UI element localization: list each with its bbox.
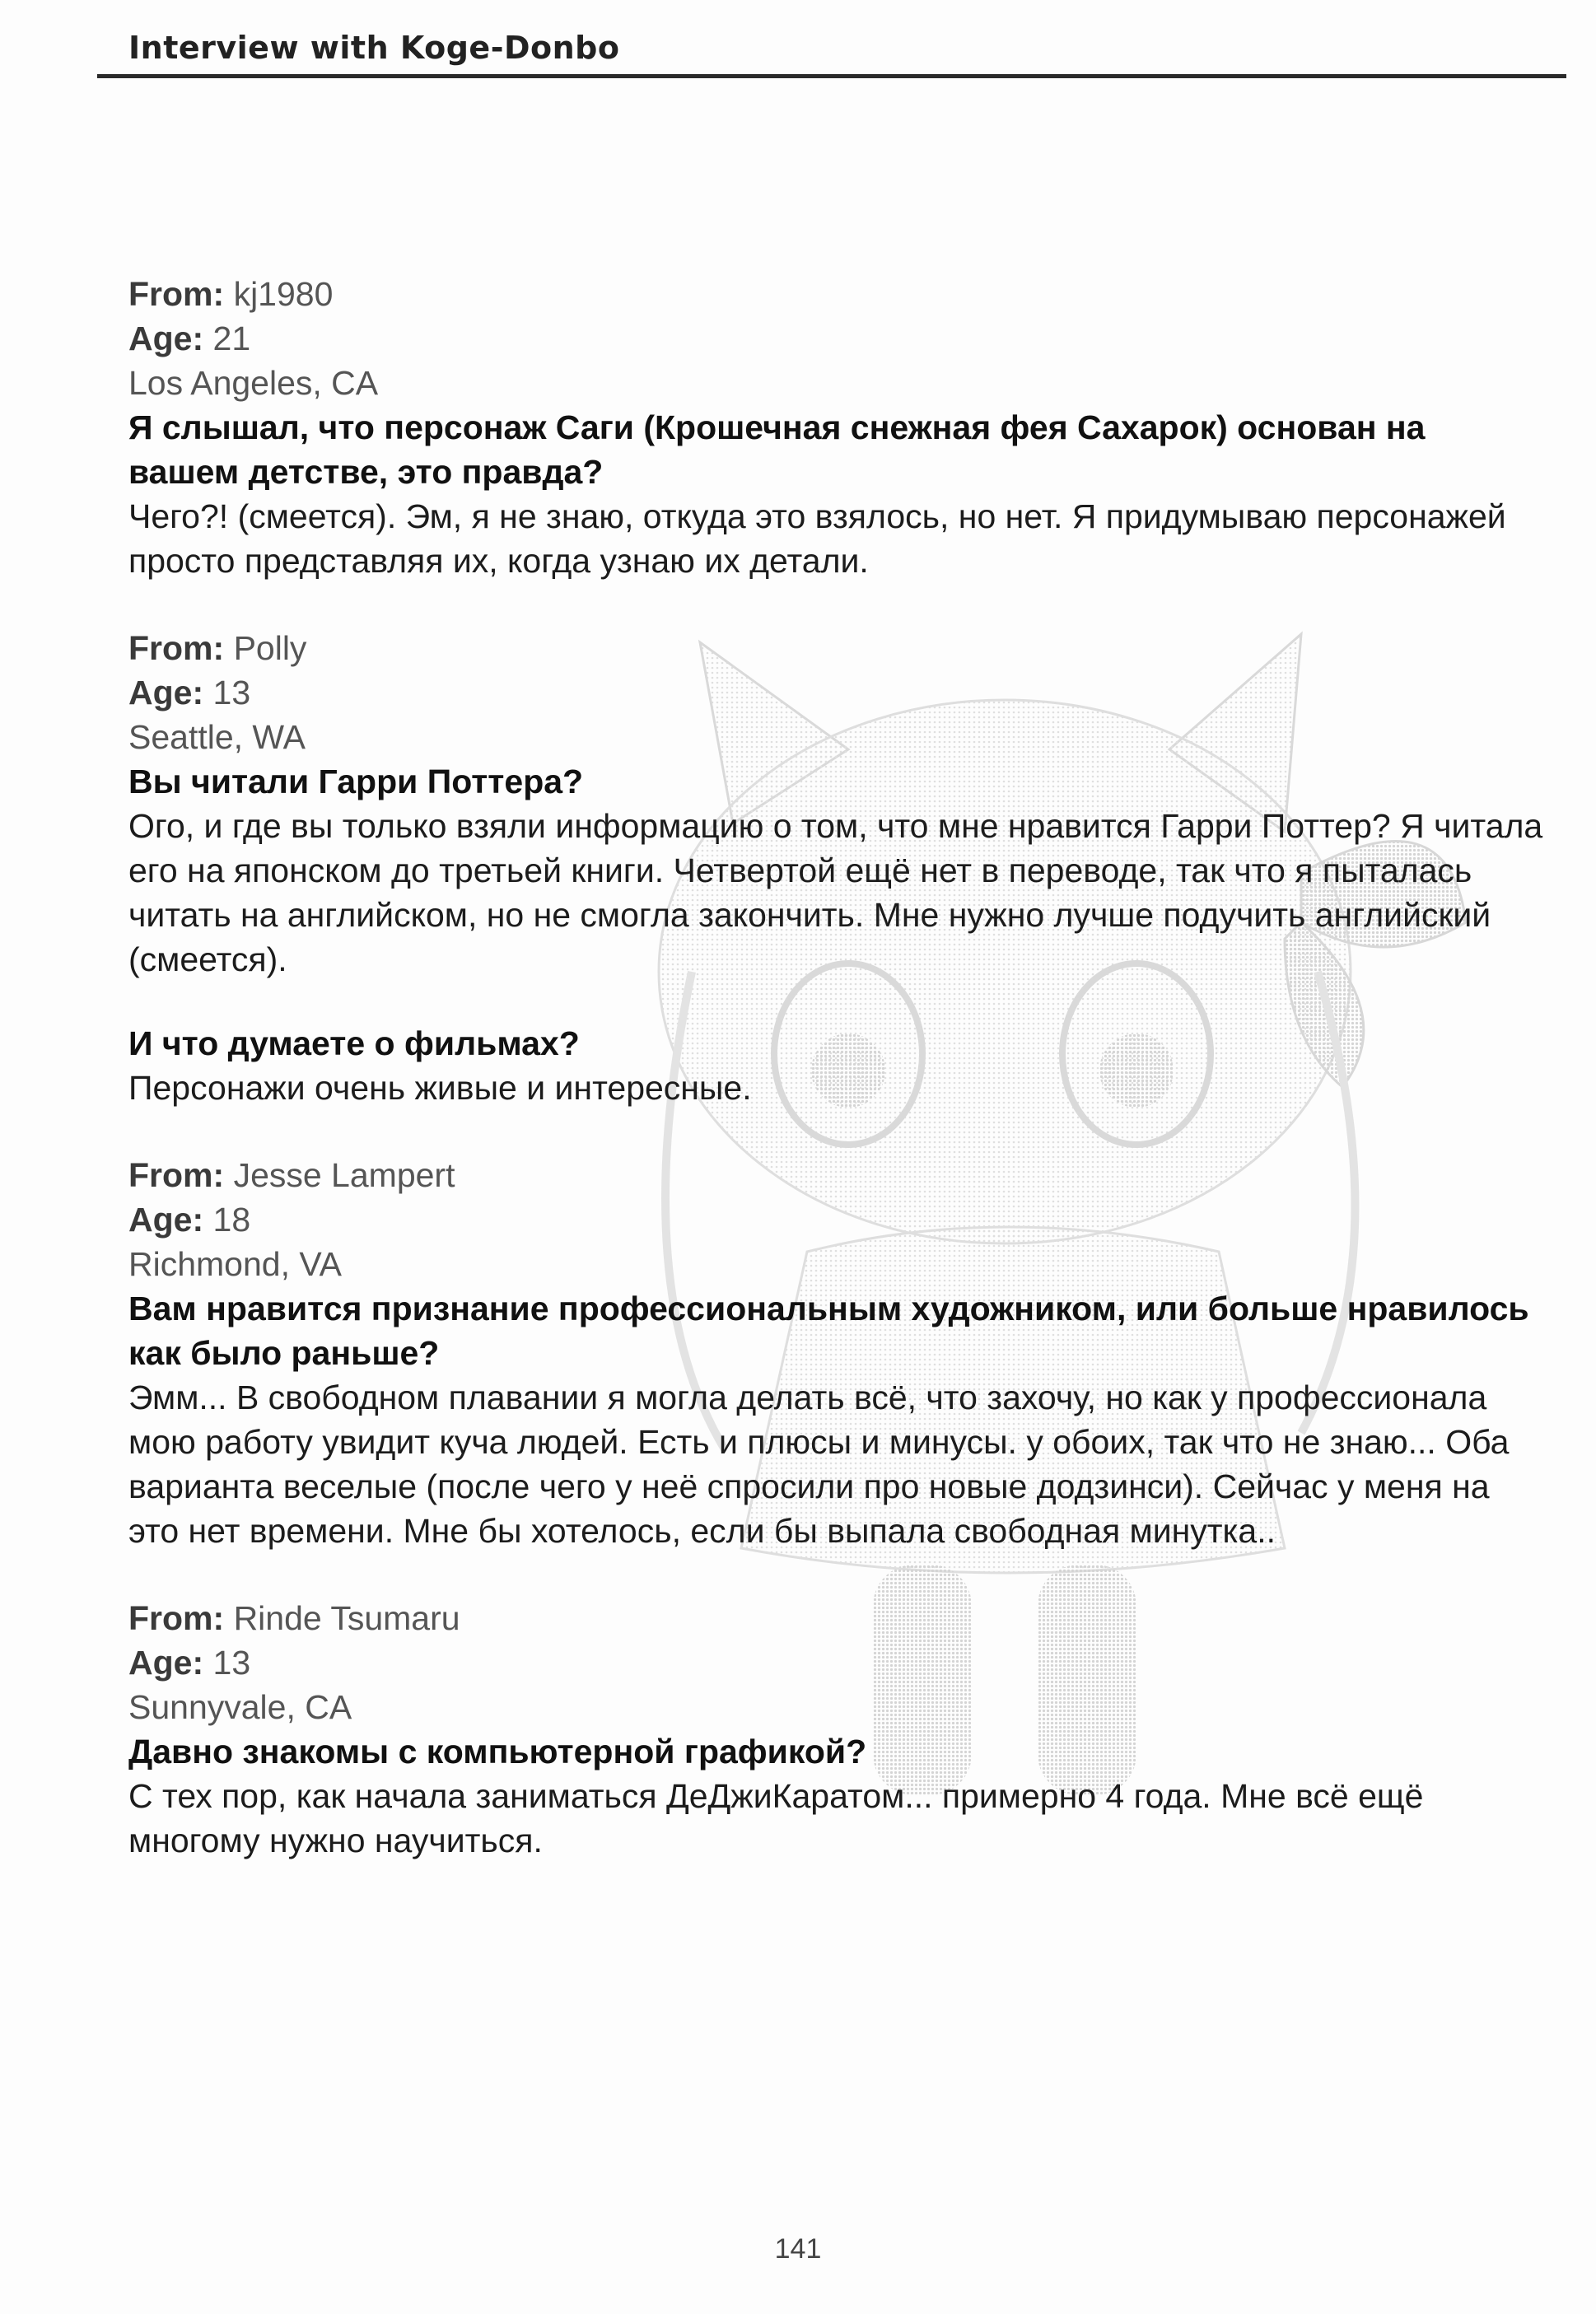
question: Вам нравится признание профессиональным художником, или больше нравилось как было раньше? <box>128 1290 1529 1372</box>
header-title: Interview with Koge-Donbo <box>128 30 620 66</box>
follow-up-answer: Персонажи очень живые и интересные. <box>128 1069 752 1107</box>
follow-up-question: И что думаете о фильмах? <box>128 1024 580 1062</box>
from-line: From: kj1980 <box>128 275 334 313</box>
from-line: From: Rinde Tsumaru <box>128 1599 460 1637</box>
answer: Чего?! (смеется). Эм, я не знаю, откуда это взялось, но нет. Я придумываю персонажей просто представляя их, когда узнаю их детали. <box>128 497 1506 580</box>
question: Вы читали Гарри Поттера? <box>128 763 584 800</box>
from-name: Rinde Tsumaru <box>233 1599 460 1637</box>
age-value: 13 <box>212 674 251 711</box>
location: Sunnyvale, CA <box>128 1688 352 1726</box>
interview-content <box>128 272 1545 1863</box>
from-name: Polly <box>233 629 307 667</box>
from-name: kj1980 <box>233 275 334 313</box>
age-line: Age: 21 <box>128 320 251 357</box>
location: Seattle, WA <box>128 718 306 756</box>
qa-entry <box>128 1153 1545 1553</box>
from-line: From: Jesse Lampert <box>128 1156 455 1194</box>
age-value: 13 <box>212 1644 251 1682</box>
answer: С тех пор, как начала заниматься ДеДжиКаратом... примерно 4 года. Мне всё ещё многому нужно научиться. <box>128 1777 1424 1859</box>
age-value: 21 <box>212 320 251 357</box>
location: Richmond, VA <box>128 1245 343 1283</box>
qa-entry <box>128 626 1545 1110</box>
age-line: Age: 18 <box>128 1201 251 1239</box>
answer: Эмм... В свободном плавании я могла делать всё, что захочу, но как у профессионала мою работу увидит куча людей. Есть и плюсы и минусы. у обоих, так что не знаю... Оба варианта веселые (после чего у неё спросили про новые додзинси). Сейчас у меня на это нет времени. Мне бы хотелось, если бы выпала свободная минутка.. <box>128 1379 1510 1550</box>
question: Я слышал, что персонаж Саги (Крошечная снежная фея Сахарок) основан на вашем детстве, это правда? <box>128 408 1426 491</box>
age-value: 18 <box>212 1201 251 1239</box>
page-header <box>97 30 1566 78</box>
age-line: Age: 13 <box>128 1644 251 1682</box>
question: Давно знакомы с компьютерной графикой? <box>128 1733 867 1770</box>
answer: Ого, и где вы только взяли информацию о том, что мне нравится Гарри Поттер? Я читала его на японском до третьей книги. Четвертой ещё нет в переводе, так что я пыталась читать на английском, но не смогла закончить. Мне нужно лучше подучить английский (смеется). <box>128 807 1543 978</box>
from-line: From: Polly <box>128 629 307 667</box>
qa-entry <box>128 1596 1545 1863</box>
page-number: 141 <box>774 2233 822 2265</box>
from-name: Jesse Lampert <box>233 1156 455 1194</box>
age-line: Age: 13 <box>128 674 251 711</box>
location: Los Angeles, CA <box>128 364 379 402</box>
qa-entry <box>128 272 1545 583</box>
